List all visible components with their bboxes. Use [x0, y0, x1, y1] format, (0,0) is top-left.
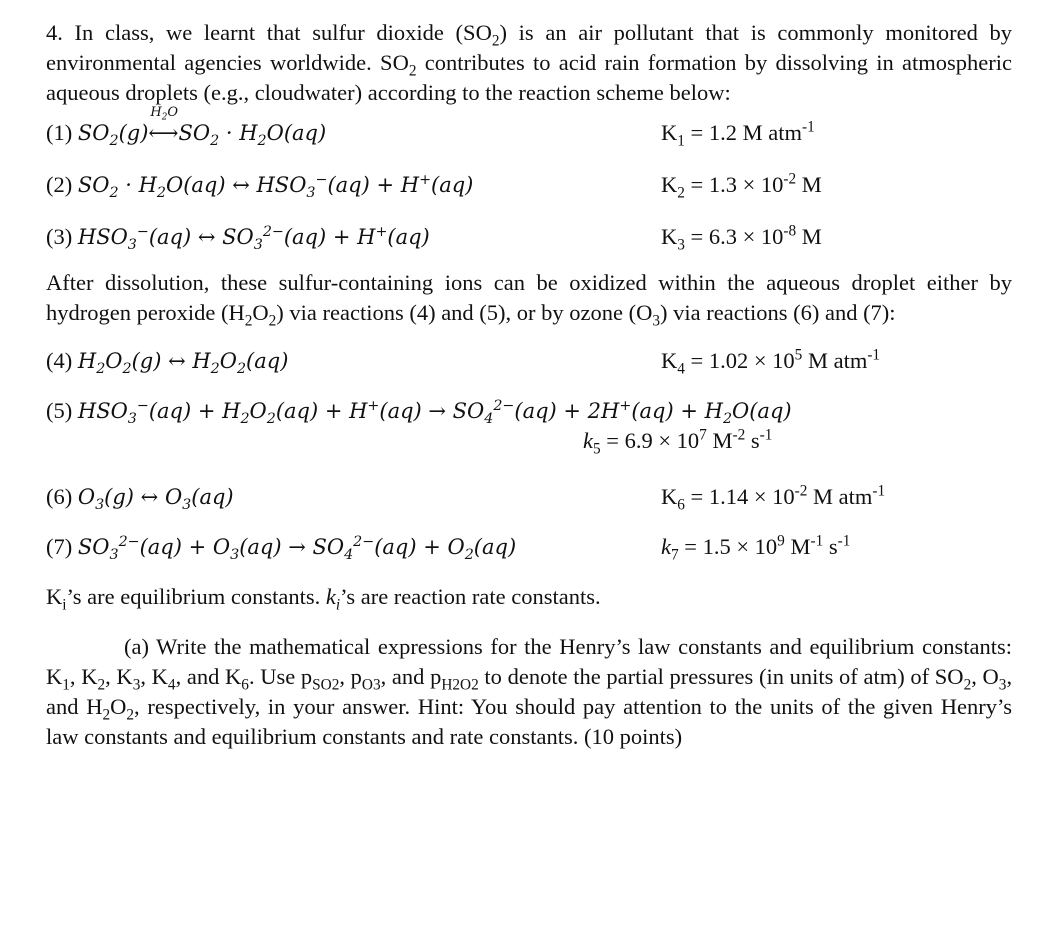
k6-value: $K_6 = 1.14 \times 10^{-2}$ M atm$^{-1}$	[661, 482, 886, 514]
k7-value: $k_7 = 1.5 \times 10^9$ $M^{-1}$ $s^{-1}$	[661, 532, 851, 564]
constants-note: $K_i’s$ are equilibrium constants. $k_i’s$ are reaction rate constants.	[46, 584, 601, 614]
k5-value: $k_5 = 6.9 \times 10^7$ $M^{-2}$ $s^{-1}$	[583, 426, 773, 458]
oxidation-paragraph: After dissolution, these sulfur-containing ions can be oxidized within the aqueous droplet either by hydrogen peroxide $(H_2O_2)$ via reactions (4) and (5), or by ozone $(O_3)$ via reactions (6) and (7):	[46, 270, 1012, 330]
intro-text: 4. In class, we learnt that sulfur dioxide (SO	[46, 20, 492, 45]
k2-value: $K_2 = 1.3 \times 10^{-2}$ M	[661, 170, 822, 202]
reaction-7: (7) $SO_3^{2-}(aq) + O_3(aq) \to SO_4^{2-}(aq) + O_2(aq)$ $k_7 = 1.5 \times 10^9$ $M^{-1}$ $s^{-1}$	[46, 532, 851, 564]
question-a: (a) Write the mathematical expressions for the Henry’s law constants and equilibrium constants: $K_1$, $K_2$, $K_3$, $K_4$, and $K_6$. Use $p_{SO2}$, $p_{O3}$, and $p_{H2O2}$ to denote the partial pressures (in units of atm) of $SO_2$, $O_3$, and $H_2O_2$, respectively, in your answer. Hint: You should pay attention to the units of the given Henry’s law constants and equilibrium constants and rate constants. (10 points)	[46, 634, 1013, 749]
intro-text-2: ) is an air pollutant that is commonly monitored by environmental agencies worldwide. SO	[46, 20, 1012, 75]
intro-text-3: contributes to acid rain formation by dissolving in atmospheric aqueous droplets (e.g., cloudwater) according to the reaction scheme below:	[46, 50, 1012, 105]
reaction-1: (1) $SO_2(g)$ $H_2O$ $⟷SO_2 \cdot H_2O(aq)$ $K_1 = 1.2$ M atm$^{-1}$	[46, 105, 815, 150]
reaction-6: (6) $O_3(g)$ ↔ $O_3(aq)$ $K_6 = 1.14 \times 10^{-2}$ M atm$^{-1}$	[46, 482, 886, 514]
reaction-3: (3) $HSO_3^-(aq)$ ↔ $SO_3^{2-}(aq) + H^+(aq)$ $K_3 = 6.3 \times 10^{-8}$ M	[46, 222, 822, 254]
k4-value: $K_4 = 1.02 \times 10^5$ M atm$^{-1}$	[661, 346, 881, 378]
problem-document	[46, 18, 1012, 752]
reaction-5-rate	[46, 428, 1012, 458]
k3-value: $K_3 = 6.3 \times 10^{-8}$ M	[661, 222, 822, 254]
intro-paragraph: 4. In class, we learnt that sulfur dioxide $(SO_2)$ is an air pollutant that is commonly monitored by environmental agencies worldwide. $SO_2$ contributes to acid rain formation by dissolving in atmospheric aqueous droplets (e.g., cloudwater) according to the reaction scheme below:	[46, 20, 1012, 105]
reaction-4: (4) $H_2O_2(g)$ ↔ $H_2O_2(aq)$ $K_4 = 1.02 \times 10^5$ M atm$^{-1}$	[46, 346, 881, 378]
k1-value: $K_1 = 1.2$ M atm$^{-1}$	[661, 118, 815, 150]
reaction-2: (2) $SO_2 \cdot H_2O(aq)$ ↔ $HSO_3^-(aq) + H^+(aq)$ $K_2 = 1.3 \times 10^{-2}$ M	[46, 170, 822, 202]
reaction-5: (5) $HSO_3^-(aq) + H_2O_2(aq) + H^+(aq) \to SO_4^{2-}(aq) + 2H^+(aq) + H_2O(aq)$	[46, 398, 792, 428]
